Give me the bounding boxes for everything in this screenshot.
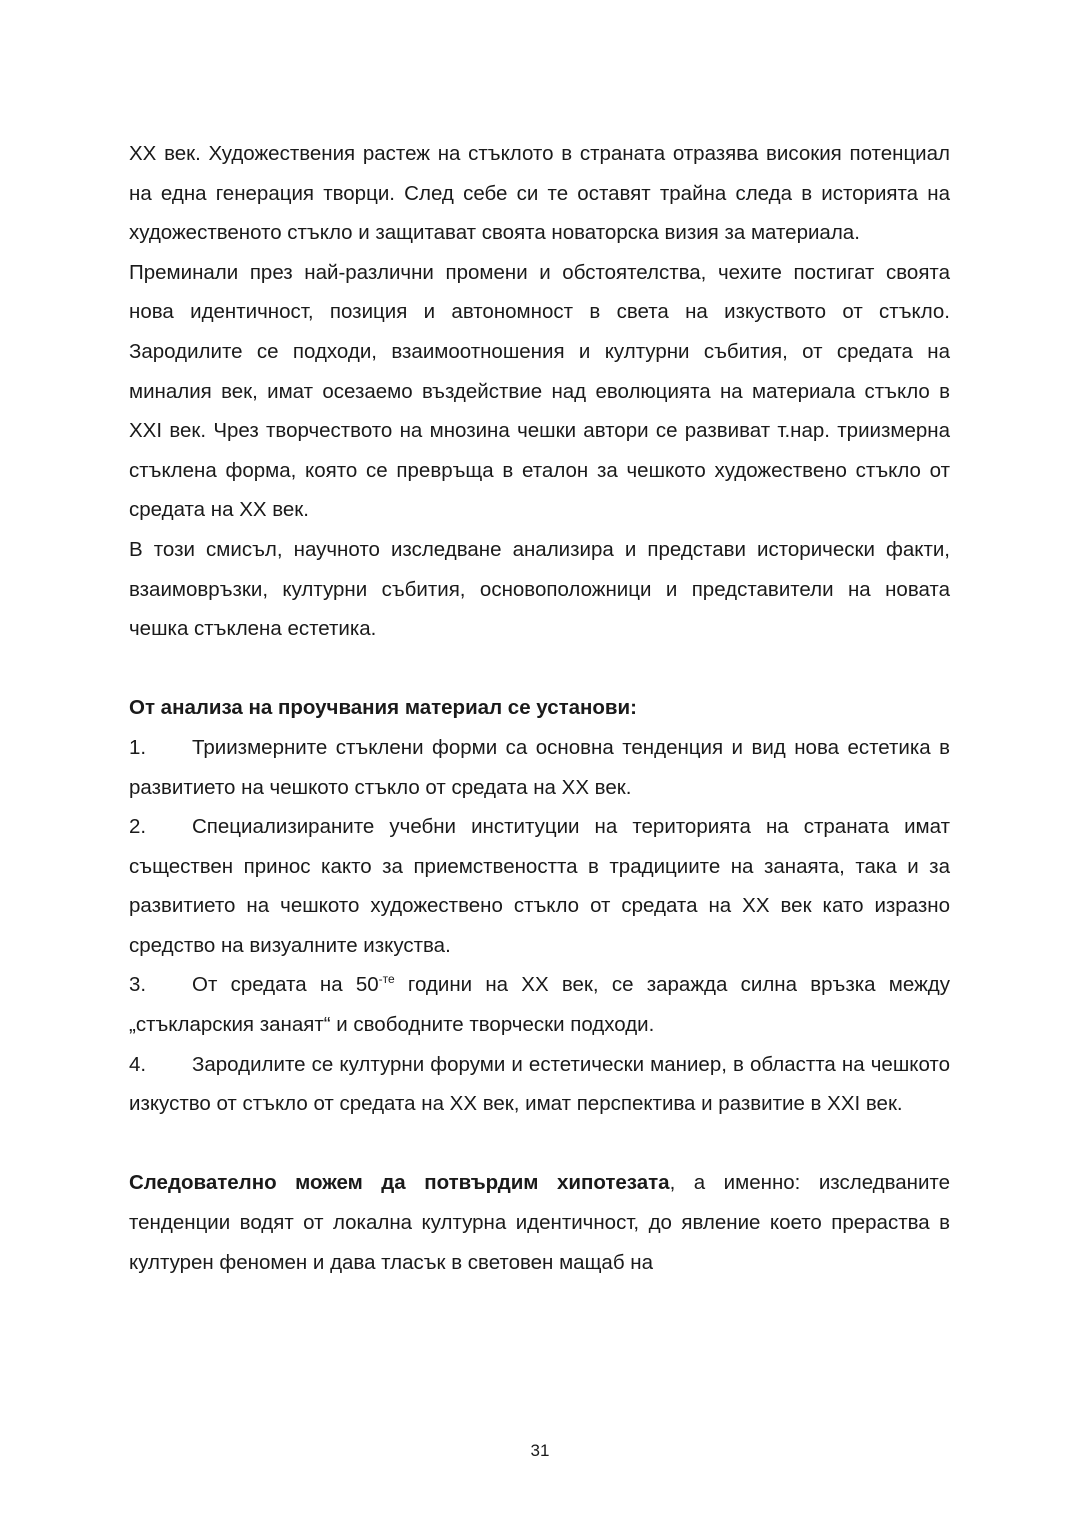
finding-text-before: От средата на 50 bbox=[192, 973, 379, 997]
paragraph-conclusion bbox=[129, 1163, 950, 1282]
finding-superscript: -те bbox=[378, 972, 395, 987]
finding-number: 4. bbox=[129, 1052, 147, 1076]
finding-number: 1. bbox=[129, 735, 147, 759]
finding-item-4 bbox=[129, 1045, 950, 1124]
page-body bbox=[129, 134, 950, 1282]
finding-item-2 bbox=[129, 807, 950, 965]
findings-heading: От анализа на проучвания материал се установи: bbox=[129, 696, 637, 720]
finding-number: 2. bbox=[129, 815, 147, 839]
finding-text: Зародилите се културни форуми и естетически маниер, в областта на чешкото изкуство от стъкло от средата на XX век, имат перспектива и развитие в XXI век. bbox=[129, 1052, 950, 1116]
blank-line bbox=[129, 649, 950, 689]
blank-line bbox=[129, 1124, 950, 1164]
finding-text-after: години на XX век, се заражда силна връзка между „стъкларския занаят“ и свободните творчески подходи. bbox=[129, 973, 950, 1037]
finding-number: 3. bbox=[129, 973, 147, 997]
paragraph-intro: XX век. Художествения растеж на стъклото в страната отразява високия потенциал на една генерация творци. След себе си те оставят трайна следа в историята на художественото стъкло и защитават своята новаторска визия за материала. bbox=[129, 142, 950, 245]
page-number: 31 bbox=[530, 1441, 550, 1460]
finding-text: Триизмерните стъклени форми са основна тенденция и вид нова естетика в развитието на чешкото стъкло от средата на XX век. bbox=[129, 735, 950, 799]
paragraph-czech-identity: Преминали през най-различни промени и обстоятелства, чехите постигат своята нова идентичност, позиция и автономност в света на изкуството от стъкло. Зародилите се подходи, взаимоотношения и културни събития, от средата на миналия век, имат осезаемо въздействие над еволюцията на материала стъкло в XXI век. Чрез творчеството на мнозина чешки автори се развиват т.нар. триизмерна стъклена форма, която се превръща в еталон за чешкото художествено стъкло от средата на XX век. bbox=[129, 260, 950, 522]
paragraph-research-scope: В този смисъл, научното изследване анализира и представи исторически факти, взаимовръзки, културни събития, основоположници и представители на новата чешка стъклена естетика. bbox=[129, 537, 950, 641]
finding-item-3 bbox=[129, 965, 950, 1044]
conclusion-text: , а именно: изследваните тенденции водят от локална културна идентичност, до явление което прераства в културен феномен и дава тласък в световен мащаб на bbox=[129, 1171, 950, 1274]
conclusion-bold-lead: Следователно можем да потвърдим хипотезата bbox=[129, 1171, 670, 1195]
finding-text: Специализираните учебни институции на територията на страната имат съществен принос както за приемствеността в традициите на занаята, така и за развитието на чешкото художествено стъкло от средата на XX век като изразно средство на визуалните изкуства. bbox=[129, 815, 950, 957]
finding-item-1 bbox=[129, 728, 950, 807]
